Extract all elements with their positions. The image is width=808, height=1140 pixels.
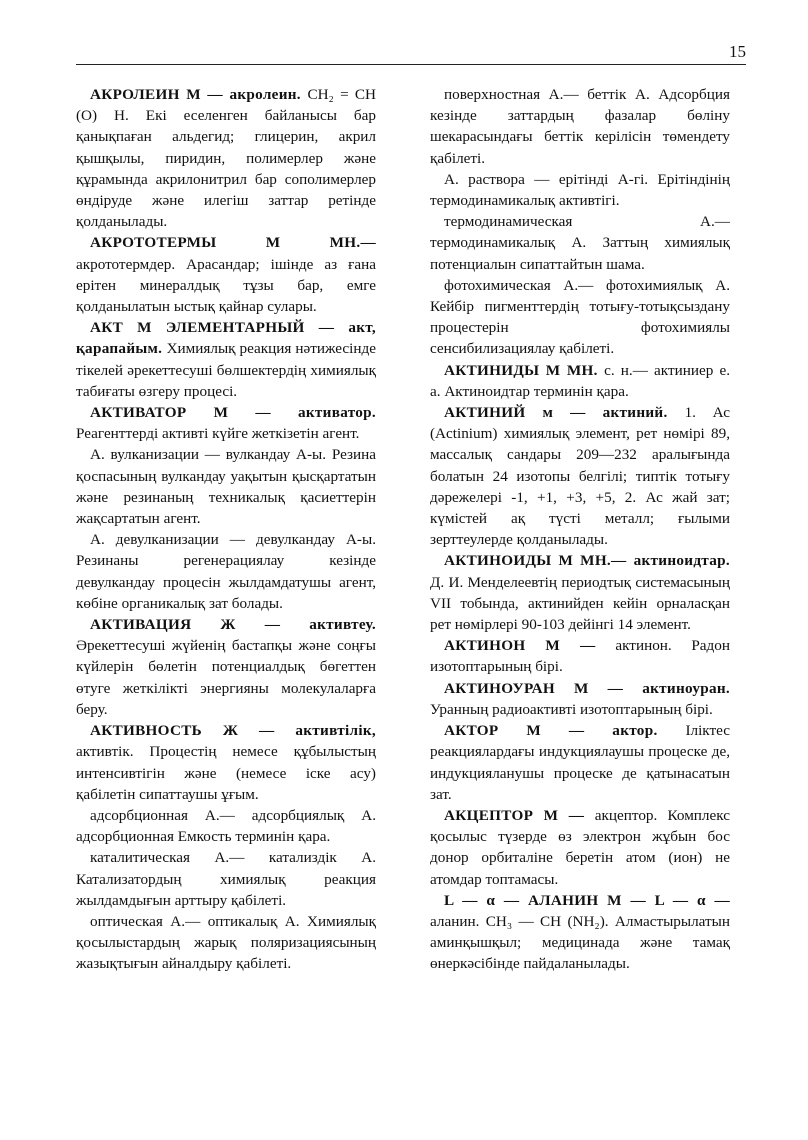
dictionary-entry: [430, 635, 730, 677]
dictionary-entry: [430, 402, 730, 550]
page-number: 15: [729, 42, 746, 61]
entry-headword: АКТИВНОСТЬ Ж — активтілік,: [90, 722, 376, 740]
dictionary-entry: [76, 911, 376, 975]
dictionary-entry: [76, 444, 376, 529]
entry-headword: L — α — АЛАНИН М — L — α —: [444, 891, 730, 909]
entry-text: Уранның радиоактивті изотоптарының бірі.: [430, 700, 713, 718]
entry-text: оптическая А.— оптикалық А. Химиялық қосылыстардың жарық поляризациясының жазықтығын айналдыру қабілеті.: [76, 912, 376, 973]
dictionary-entry: [76, 614, 376, 720]
entry-headword: АКРОЛЕИН: [90, 86, 180, 103]
entry-headword: АКТИВАТОР М — активатор.: [90, 404, 376, 422]
left-column: [76, 84, 376, 975]
dictionary-entry: [430, 211, 730, 275]
entry-text: Әрекеттесуші жүйенің бастапқы және соңғы күйлерін бөлетін потенциалдық бөгеттен өтуге жеткілікті энергияны молекулаларға беру.: [76, 637, 376, 718]
entry-text: акцептор. Комплекс қосылыс түзерде өз электрон жұбын бос донор орбиталіне беретін атом (ион) не атомдар топтамасы.: [430, 806, 730, 888]
entry-text: с. н.— актиниер е. а. Актиноидтар терминін қара.: [430, 361, 730, 400]
entry-text: поверхностная А.— беттік А. Адсорбция кезінде заттардың фазалар бөліну шекарасындағы беттік керілісін төмендету қабілеті.: [430, 86, 730, 167]
entry-headword: АКРОТОТЕРМЫ М МН.—: [90, 234, 376, 252]
entry-headword: АКТИНИДЫ М МН.: [444, 361, 605, 379]
entry-text: Іліктес реакциялардағы индукциялаушы процеске де, индукцияланушы процеске де қатынасатын зат.: [430, 722, 730, 803]
entry-headword: АКТИНОИДЫ М МН.— актиноидтар.: [444, 552, 730, 570]
dictionary-entry: [430, 805, 730, 890]
dictionary-entry: [430, 169, 730, 211]
dictionary-entry: [76, 529, 376, 614]
dictionary-entry: [76, 232, 376, 317]
dictionary-entry: [430, 890, 730, 975]
dictionary-entry: [430, 720, 730, 805]
dictionary-entry: [430, 360, 730, 402]
dictionary-entry: [76, 805, 376, 847]
right-column: [430, 84, 730, 975]
dictionary-entry: [76, 720, 376, 805]
entry-headword: АКТОР М — актор.: [444, 722, 686, 740]
entry-headword: АКТИНОН М —: [444, 637, 616, 655]
entry-text: А. вулканизации — вулкандау А-ы. Резина қоспасының вулкандау уақытын қысқартатын және резинаның техникалық қасиеттерін жақсартатын агент.: [76, 446, 376, 528]
entry-text: термодинамическая А.— термодинамикалық А. Заттың химиялық потенциалын сипаттайтын шама.: [430, 213, 730, 273]
entry-headword: АКТИВАЦИЯ Ж — активтеу.: [90, 616, 376, 634]
dictionary-entry: [430, 275, 730, 360]
entry-text: активтік. Процестің немесе құбылыстың интенсивтігін және (немесе іске асу) қабілетін сипаттаушы ұғым.: [76, 743, 376, 803]
entry-headword: АКТИНОУРАН М — актиноуран.: [444, 679, 730, 697]
entry-headword: АКЦЕПТОР М —: [444, 806, 595, 824]
entry-text: CH₂ = CH (O) H. Екі еселенген байланысы бар қанықпаған альдегид; глицерин, акрил қышқылы, пиридин, полимерлер және құрамында акрилонитрил бар сополимерлер өндіруде және илегіш заттар ретінде қолданылады.: [76, 86, 376, 231]
entry-text: А. раствора — ерітінді А-гі. Ерітіндінің термодинамикалық активтігі.: [430, 170, 730, 210]
entry-text: Реагенттерді активті күйге жеткізетін агент.: [76, 425, 360, 443]
entry-text: А. девулканизации — девулкандау А-ы. Резинаны регенерациялау кезінде девулкандау процесін жылдамдатушы агент, көбіне органикалық зат болады.: [76, 531, 376, 612]
entry-text: фотохимическая А.— фотохимиялық А. Кейбір пигменттердің тотығу-тотықсыздану процестерін фотохимиялы сенсибилизациялау қабілеті.: [430, 276, 730, 358]
dictionary-entry: [430, 84, 730, 169]
dictionary-entry: [430, 678, 730, 720]
dictionary-entry: [76, 847, 376, 911]
dictionary-entry: [76, 402, 376, 444]
entry-text: акрототермдер. Арасандар; ішінде аз ғана ерітен минералдық тұзы бар, емге қолданылатын ыстық қайнар сулары.: [76, 255, 376, 316]
entry-text: аланин. CH₃ — CH (NH₂). Алмастырылатын аминқышқыл; медицинада және тамақ өнеркәсібінде пайдаланылады.: [430, 912, 730, 973]
entry-headword: АКТ М ЭЛЕМЕНТАРНЫЙ — акт, қарапайым.: [76, 319, 376, 358]
entry-text: каталитическая А.— катализдік А. Катализатордың химиялық реакция жылдамдығын арттыру қабілеті.: [76, 849, 376, 909]
entry-text: адсорбционная А.— адсорбциялық А. адсорбционная Емкость терминін қара.: [76, 806, 376, 846]
entry-headword: АКТИНИЙ м — актиний.: [444, 404, 685, 422]
dictionary-entry: [430, 550, 730, 635]
entry-text: Химиялық реакция нәтижесінде тікелей әрекеттесуші бөлшектердің химиялық табиғаты өзгеру процесі.: [76, 340, 376, 400]
entry-text: 1. Ас (Actinium) химиялық элемент, рет нөмірі 89, массалық сандары 209—232 аралығында болатын 24 изотопы белгілі; типтік тотығу дәрежелері -1, +1, +3, +5, 2. Ас жай зат; күмістей ақ түсті металл; ғылыми зерттеулерде қолданылады.: [430, 404, 730, 549]
dictionary-entry: [76, 317, 376, 402]
entry-text: Д. И. Менделеевтің периодтық системасының VII тобында, актинийден кейін орналасқан рет нөмірлері 90-103 дейінгі 14 элемент.: [430, 573, 730, 634]
entry-text: актинон. Радон изотоптарының бірі.: [430, 637, 730, 676]
dictionary-entry: [76, 84, 376, 232]
entry-headword: М — акролеин.: [179, 86, 308, 103]
header-rule: [76, 64, 746, 65]
